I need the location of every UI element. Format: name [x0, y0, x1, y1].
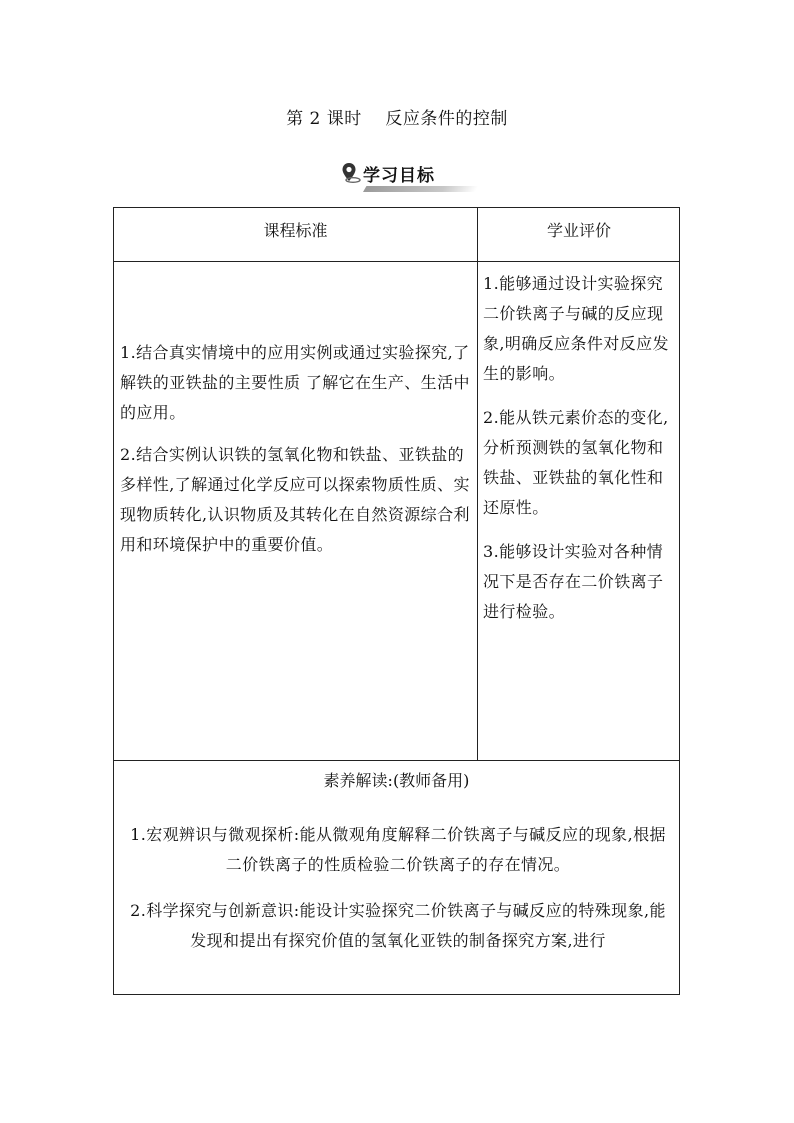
literacy-item: 1.宏观辨识与微观探析:能从微观角度解释二价铁离子与碱反应的现象,根据二价铁离子的性质检验二价铁离子的存在情况。 [130, 825, 666, 874]
literacy-item: 2.科学探究与创新意识:能设计实验探究二价铁离子与碱反应的特殊现象,能发现和提出有探究价值的氢氧化亚铁的制备探究方案,进行 [130, 901, 666, 950]
section-header [341, 160, 445, 186]
literacy-divider [114, 760, 679, 761]
evaluation-item: 1.能够通过设计实验探究二价铁离子与碱的反应现象,明确反应条件对反应发生的影响。 [483, 274, 669, 383]
evaluation-item: 3.能够设计实验对各种情况下是否存在二价铁离子进行检验。 [483, 542, 664, 621]
lesson-title: 第 2 课时 反应条件的控制 [286, 109, 508, 129]
header-standard: 课程标准 [263, 221, 328, 240]
section-underline [363, 186, 478, 192]
evaluation-cell [483, 269, 679, 641]
learning-goals-table [113, 207, 680, 995]
column-divider [477, 208, 478, 760]
standard-item: 1.结合真实情境中的应用实例或通过实验探究,了解铁的亚铁盐的主要性质 了解它在生产、生活中的应用。 [120, 343, 470, 422]
section-label: 学习目标 [363, 161, 445, 186]
header-evaluation: 学业评价 [546, 221, 611, 240]
location-pin-icon [341, 162, 361, 184]
header-divider [114, 261, 679, 262]
standard-item: 2.结合实例认识铁的氢氧化物和铁盐、亚铁盐的多样性,了解通过化学反应可以探索物质性质、实现物质转化,认识物质及其转化在自然资源综合利用和环境保护中的重要价值。 [120, 445, 470, 554]
literacy-heading: 素养解读:(教师备用) [323, 771, 470, 790]
evaluation-item: 2.能从铁元素价态的变化,分析预测铁的氢氧化物和铁盐、亚铁盐的氧化性和还原性。 [483, 408, 669, 517]
literacy-cell [122, 820, 674, 972]
standard-cell [120, 338, 472, 572]
